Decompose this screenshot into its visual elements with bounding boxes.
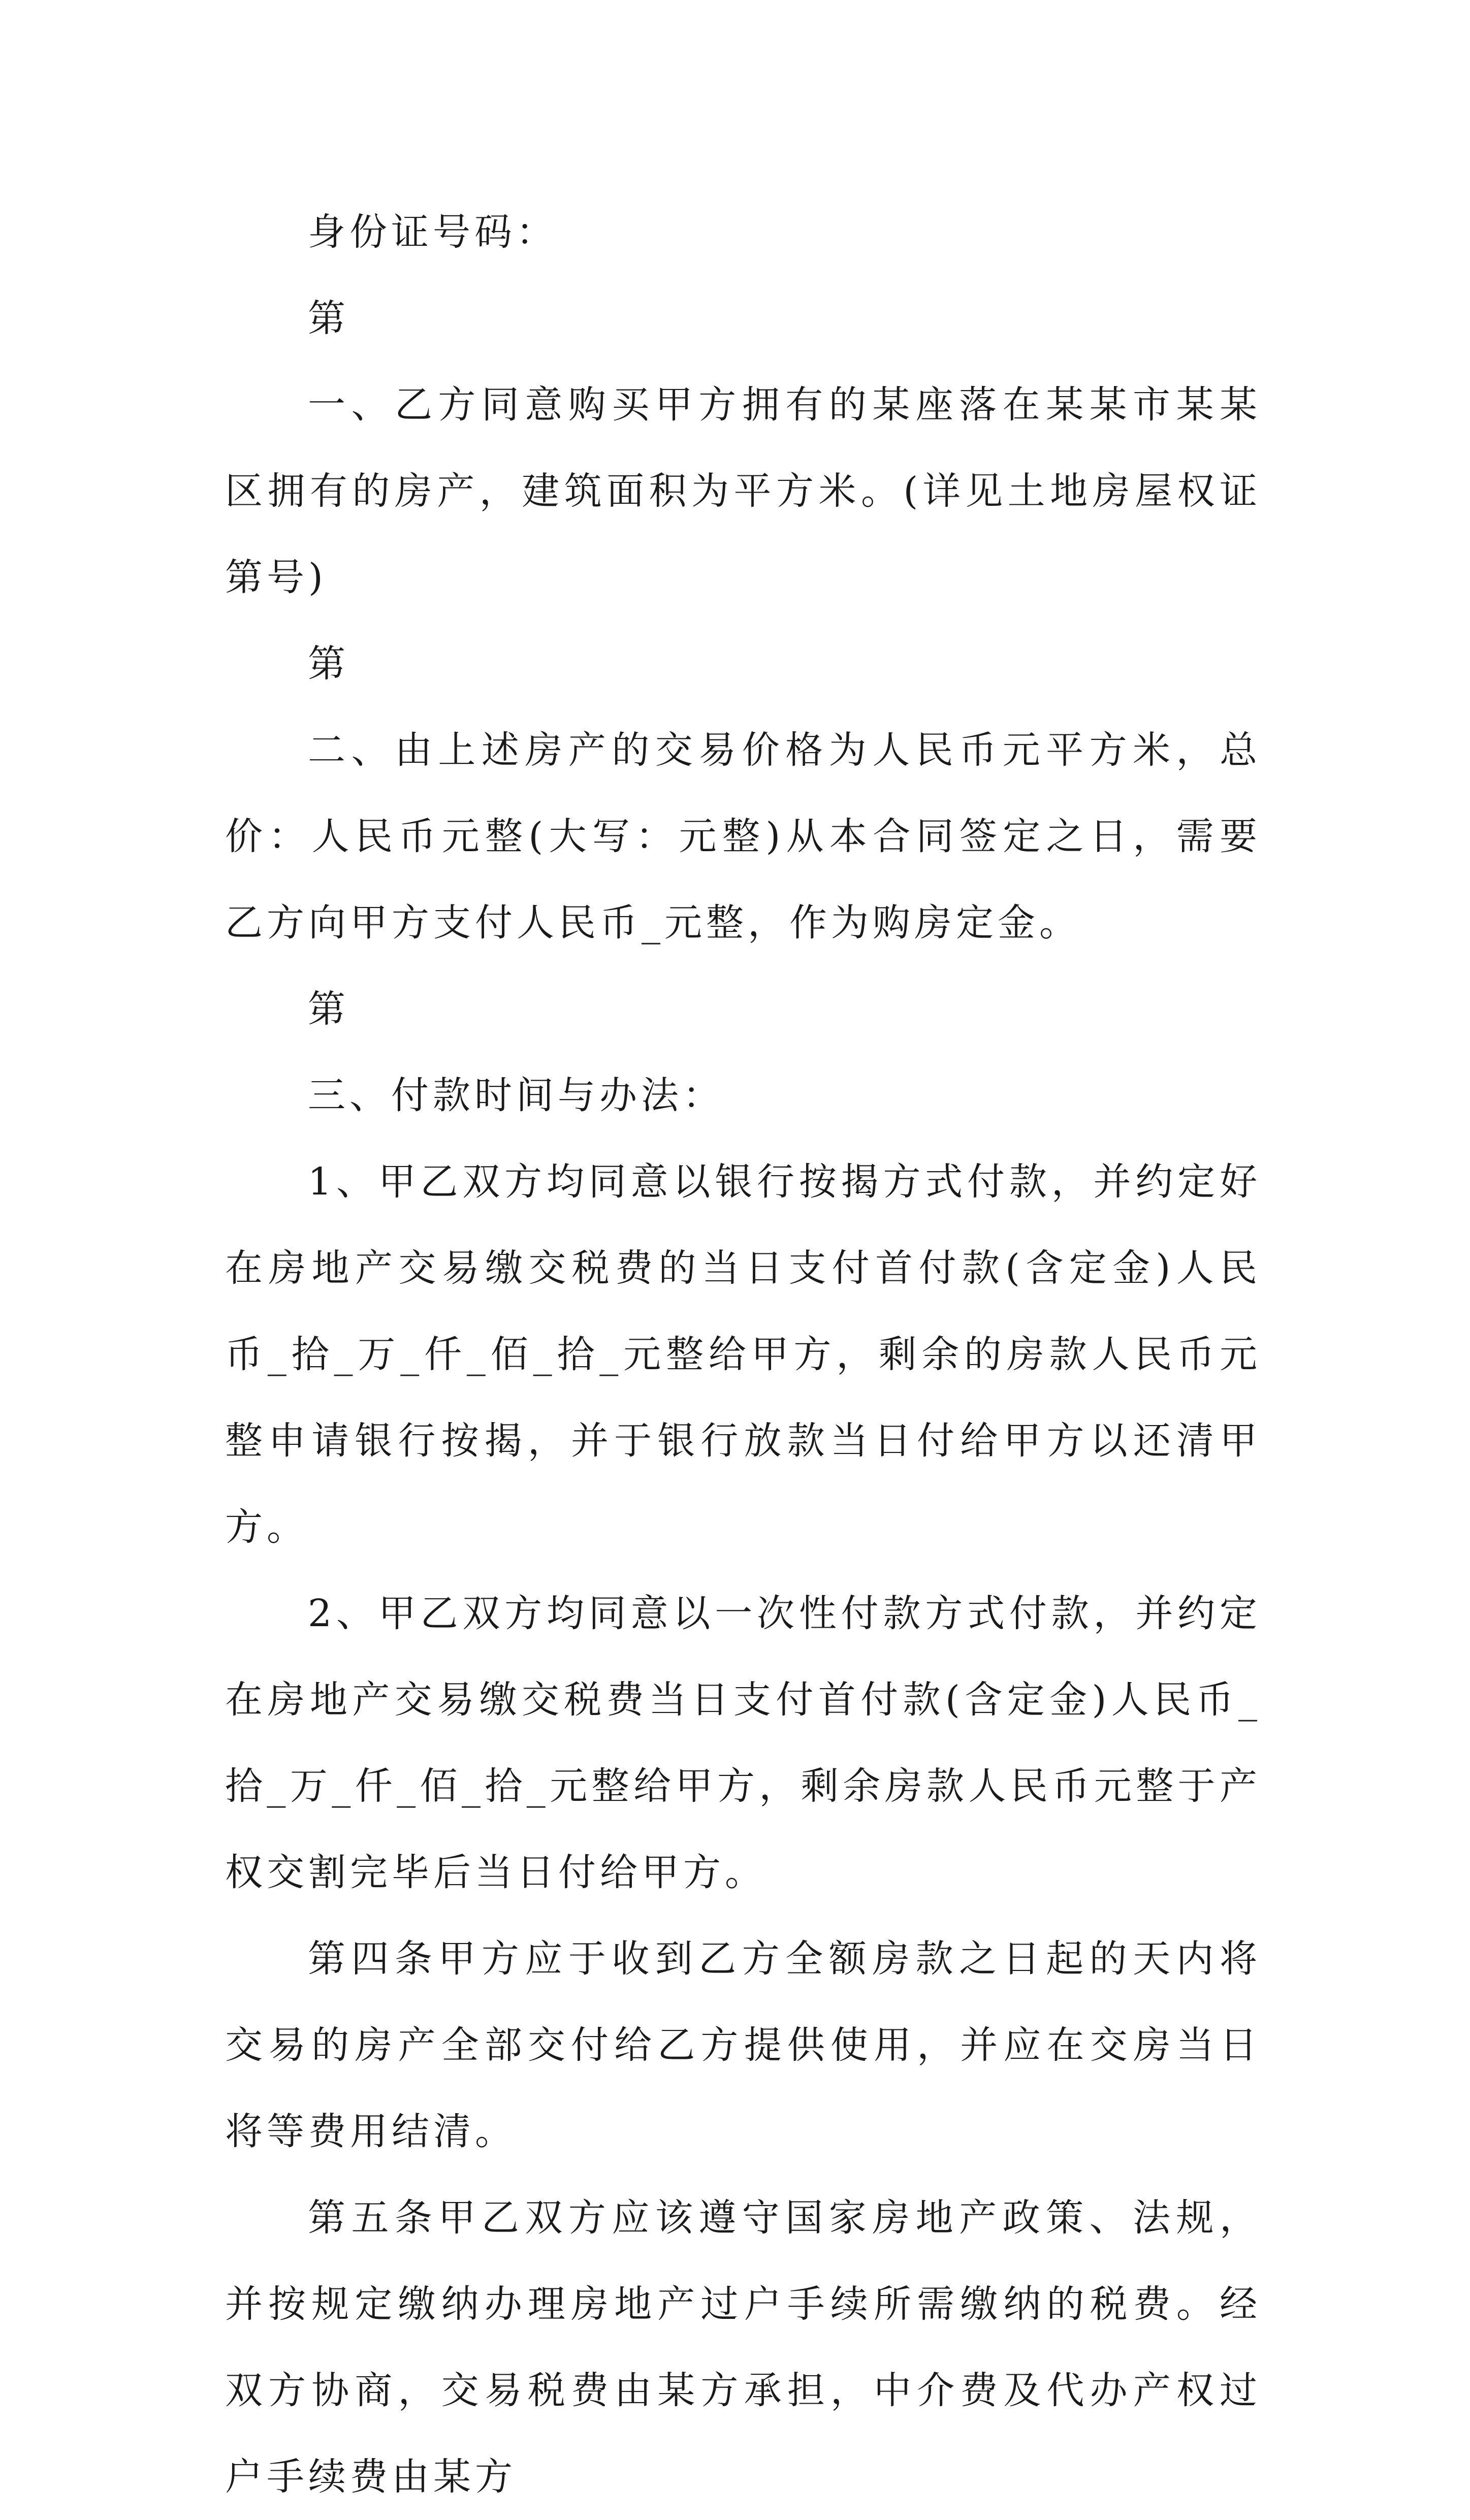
clause-2-price: 二、由上述房产的交易价格为人民币元平方米，总价：人民币元整(大写：元整)从本合同签定之日，需要乙方向甲方支付人民币_元整，作为购房定金。 [225, 728, 1261, 945]
article-4-delivery: 第四条甲方应于收到乙方全额房款之日起的天内将交易的房产全部交付给乙方提供使用，并应在交房当日将等费用结清。 [225, 1937, 1261, 2153]
article-marker: 第 [308, 642, 349, 686]
article-marker: 第 [308, 297, 349, 340]
article-5-taxes: 第五条甲乙双方应该遵守国家房地产政策、法规，并按规定缴纳办理房地产过户手续所需缴纳的税费。经双方协商，交易税费由某方承担，中介费及代办产权过户手续费由某方 [225, 2196, 1261, 2499]
id-number-line: 身份证号码： [308, 210, 558, 254]
payment-option-1: 1、甲乙双方均同意以银行按揭方式付款，并约定好在房地产交易缴交税费的当日支付首付款(含定金)人民币_拾_万_仟_佰_拾_元整给甲方，剩余的房款人民币元整申请银行按揭，并于银行放款当日付给甲方以还清甲方。 [225, 1160, 1261, 1549]
article-marker: 第 [308, 987, 349, 1031]
clause-3-payment-heading: 三、付款时间与办法： [308, 1074, 724, 1117]
clause-1-property: 一、乙方同意购买甲方拥有的某座落在某某市某某区拥有的房产，建筑面积为平方米。(详见土地房屋权证第号) [225, 383, 1261, 599]
contract-body [225, 189, 1261, 2520]
payment-option-2: 2、甲乙双方均同意以一次性付款方式付款，并约定在房地产交易缴交税费当日支付首付款(含定金)人民币_拾_万_仟_佰_拾_元整给甲方，剩余房款人民币元整于产权交割完毕后当日付给甲方。 [225, 1592, 1261, 1894]
